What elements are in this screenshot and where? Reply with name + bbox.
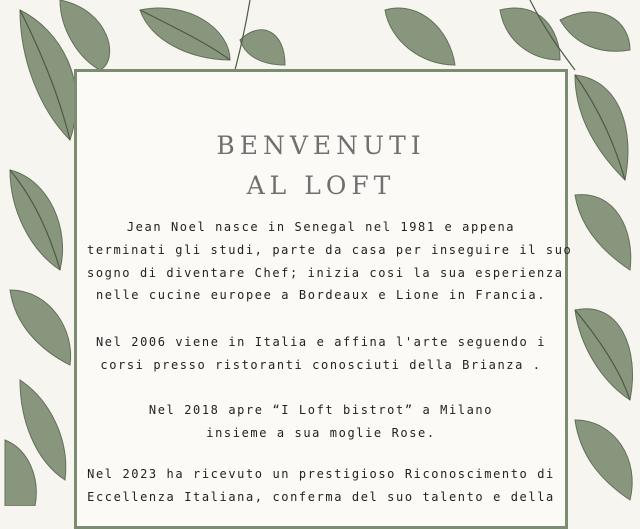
paragraph-italy [77,331,565,377]
text-line: Nel 2006 viene in Italia e affina l'arte seguendo i [95,335,547,349]
text-line: nelle cucine europee a Bordeaux e Lione in Francia. [95,288,547,303]
paragraph-award [77,463,565,509]
title-line-1: BENVENUTI [216,131,426,160]
title-line-2: AL LOFT [246,171,396,200]
welcome-card [74,69,573,529]
text-line: Jean Noel nasce in Senegal nel 1981 e appena [126,220,516,234]
text-line: insieme a sua moglie Rose. [206,425,436,440]
page-title [77,126,565,206]
text-line: Eccellenza Italiana, conferma del suo talento e della [87,489,555,504]
text-line: sogno di diventare Chef; inizia cosi la sua esperienza [87,265,564,280]
text-line: corsi presso ristoranti conosciuti della Brianza . [100,357,542,372]
paragraph-bistrot [77,399,565,445]
text-line: Nel 2018 apre “I Loft bistrot” a Milano [148,403,494,417]
paragraph-origins [77,216,573,307]
text-line: Nel 2023 ha ricevuto un prestigioso Riconoscimento di [87,467,555,481]
text-line: terminati gli studi, parte da casa per inseguire il suo [87,242,573,257]
